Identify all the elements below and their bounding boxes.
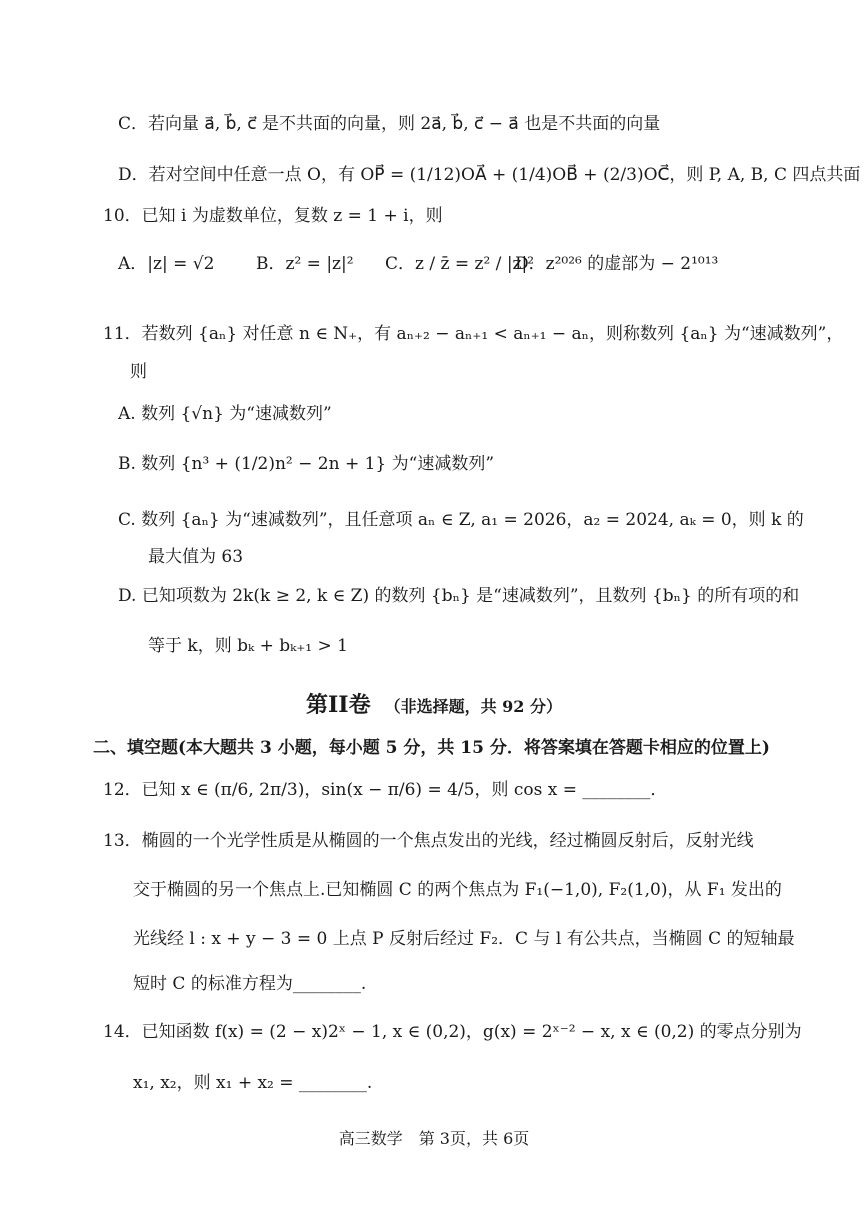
q10-option-a: A．|z| = √2 <box>118 254 215 274</box>
q11-stem: 11．若数列 {aₙ} 对任意 n ∈ N₊，有 aₙ₊₂ − aₙ₊₁ < aₙ₊₁ − aₙ，则称数列 {aₙ} 为“速减数列”， <box>103 324 844 344</box>
page-footer: 高三数学 第 3页，共 6页 <box>338 1129 530 1148</box>
q10-option-d: D．z²⁰²⁶ 的虚部为 − 2¹⁰¹³ <box>515 254 719 274</box>
q10-stem: 10．已知 i 为虚数单位，复数 z = 1 + i，则 <box>103 206 443 226</box>
q11-stem-cont: 则 <box>130 362 147 382</box>
q13-line3: 光线经 l : x + y − 3 = 0 上点 P 反射后经过 F₂．C 与 l 有公共点，当椭圆 C 的短轴最 <box>133 929 795 949</box>
q13-line1: 13．椭圆的一个光学性质是从椭圆的一个焦点发出的光线，经过椭圆反射后，反射光线 <box>103 831 754 851</box>
q11-option-c: C. 数列 {aₙ} 为“速减数列”，且任意项 aₙ ∈ Z, a₁ = 2026，a₂ = 2024, aₖ = 0，则 k 的 <box>118 510 804 530</box>
q11-option-b: B. 数列 {n³ + (1/2)n² − 2n + 1} 为“速减数列” <box>118 454 495 474</box>
part-title-main: 第II卷 <box>305 692 371 718</box>
q9-option-c: C．若向量 a⃗, b⃗, c⃗ 是不共面的向量，则 2a⃗, b⃗, c⃗ − a⃗ 也是不共面的向量 <box>118 114 661 134</box>
q14-line2: x₁, x₂，则 x₁ + x₂ = ________. <box>133 1073 373 1093</box>
q14-line1: 14．已知函数 f(x) = (2 − x)2ˣ − 1, x ∈ (0,2)，g(x) = 2ˣ⁻² − x, x ∈ (0,2) 的零点分别为 <box>103 1022 802 1042</box>
q11-option-a: A. 数列 {√n} 为“速减数列” <box>118 404 332 424</box>
q11-option-d: D. 已知项数为 2k(k ≥ 2, k ∈ Z) 的数列 {bₙ} 是“速减数列”，且数列 {bₙ} 的所有项的和 <box>118 586 800 606</box>
q11-option-d-cont: 等于 k，则 bₖ + bₖ₊₁ > 1 <box>148 636 348 656</box>
q10-option-c: C．z / z̄ = z² / |z|² <box>385 254 535 274</box>
section-heading: 二、填空题(本大题共 3 小题，每小题 5 分，共 15 分．将答案填在答题卡相应的位置上) <box>93 738 770 758</box>
q13-line2: 交于椭圆的另一个焦点上.已知椭圆 C 的两个焦点为 F₁(−1,0), F₂(1,0)，从 F₁ 发出的 <box>133 880 782 900</box>
part-title <box>0 688 868 719</box>
q13-line4: 短时 C 的标准方程为________. <box>133 974 367 994</box>
q9-option-d: D．若对空间中任意一点 O，有 OP⃗ = (1/12)OA⃗ + (1/4)OB⃗ + (2/3)OC⃗，则 P, A, B, C 四点共面 <box>118 165 861 185</box>
part-title-sub: （非选择题，共 92 分） <box>384 697 562 716</box>
q11-option-c-cont: 最大值为 63 <box>148 547 244 567</box>
q12: 12．已知 x ∈ (π/6, 2π/3)，sin(x − π/6) = 4/5，则 cos x = ________． <box>103 780 668 800</box>
q10-option-b: B．z² = |z|² <box>256 254 354 274</box>
